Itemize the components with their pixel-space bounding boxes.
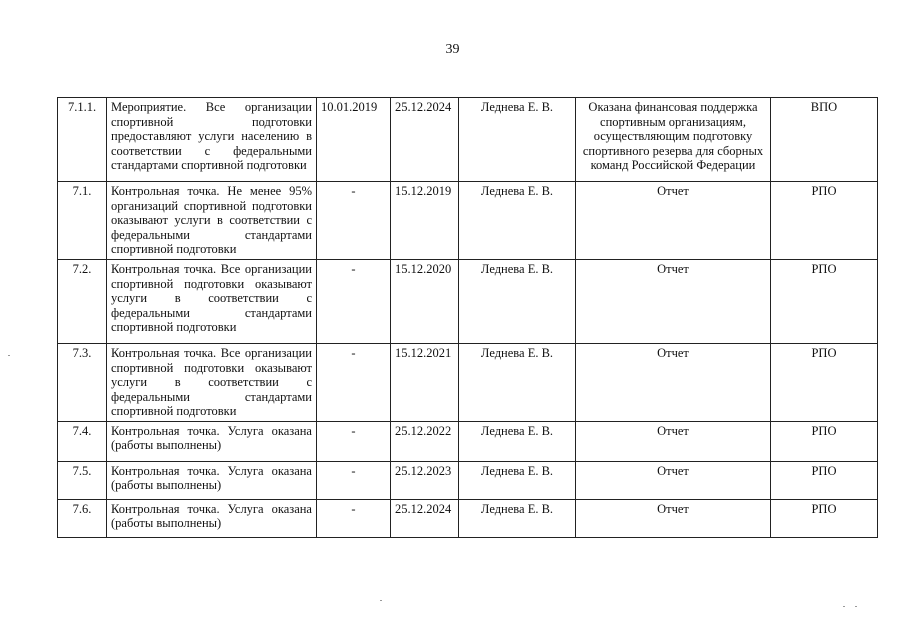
row-number: 7.1.1. xyxy=(58,98,107,182)
row-start-date: - xyxy=(317,499,391,537)
row-end-date: 25.12.2023 xyxy=(391,461,459,499)
scan-speck xyxy=(855,606,857,607)
row-responsible: Леднева Е. В. xyxy=(459,421,576,461)
row-responsible: Леднева Е. В. xyxy=(459,499,576,537)
row-start-date: - xyxy=(317,421,391,461)
row-description: Контрольная точка. Услуга оказана (работы выполнены) xyxy=(107,499,317,537)
row-result: Отчет xyxy=(576,461,771,499)
row-result: Отчет xyxy=(576,344,771,422)
table-row xyxy=(58,461,878,499)
row-description: Контрольная точка. Все организации спортивной подготовки оказывают услуги в соответствии с федеральными стандартами спортивной подготовки xyxy=(107,260,317,344)
row-number: 7.5. xyxy=(58,461,107,499)
row-responsible: Леднева Е. В. xyxy=(459,182,576,260)
row-number: 7.1. xyxy=(58,182,107,260)
row-result: Оказана финансовая поддержка спортивным организациям, осуществляющим подготовку спортивного резерва для сборных команд Российской Федерации xyxy=(576,98,771,182)
row-end-date: 25.12.2022 xyxy=(391,421,459,461)
row-number: 7.3. xyxy=(58,344,107,422)
row-doc-type: РПО xyxy=(771,344,878,422)
table-row xyxy=(58,260,878,344)
table-row xyxy=(58,344,878,422)
row-result: Отчет xyxy=(576,499,771,537)
row-end-date: 25.12.2024 xyxy=(391,499,459,537)
row-responsible: Леднева Е. В. xyxy=(459,260,576,344)
row-doc-type: РПО xyxy=(771,461,878,499)
row-doc-type: РПО xyxy=(771,260,878,344)
row-start-date: 10.01.2019 xyxy=(317,98,391,182)
row-result: Отчет xyxy=(576,421,771,461)
row-result: Отчет xyxy=(576,182,771,260)
row-responsible: Леднева Е. В. xyxy=(459,344,576,422)
row-responsible: Леднева Е. В. xyxy=(459,98,576,182)
row-description: Контрольная точка. Все организации спортивной подготовки оказывают услуги в соответствии с федеральными стандартами спортивной подготовки xyxy=(107,344,317,422)
table-row xyxy=(58,98,878,182)
row-doc-type: РПО xyxy=(771,182,878,260)
table-row xyxy=(58,499,878,537)
row-doc-type: ВПО xyxy=(771,98,878,182)
row-end-date: 15.12.2020 xyxy=(391,260,459,344)
table-row xyxy=(58,182,878,260)
row-start-date: - xyxy=(317,182,391,260)
row-responsible: Леднева Е. В. xyxy=(459,461,576,499)
row-start-date: - xyxy=(317,344,391,422)
row-start-date: - xyxy=(317,461,391,499)
row-number: 7.4. xyxy=(58,421,107,461)
row-end-date: 25.12.2024 xyxy=(391,98,459,182)
row-doc-type: РПО xyxy=(771,421,878,461)
row-end-date: 15.12.2021 xyxy=(391,344,459,422)
row-result: Отчет xyxy=(576,260,771,344)
row-number: 7.2. xyxy=(58,260,107,344)
row-number: 7.6. xyxy=(58,499,107,537)
row-description: Контрольная точка. Услуга оказана (работы выполнены) xyxy=(107,461,317,499)
row-description: Мероприятие. Все организации спортивной подготовки предоставляют услуги населению в соответствии с федеральными стандартами спортивной подготовки xyxy=(107,98,317,182)
row-doc-type: РПО xyxy=(771,499,878,537)
row-end-date: 15.12.2019 xyxy=(391,182,459,260)
row-description: Контрольная точка. Не менее 95% организаций спортивной подготовки оказывают услуги в соответствии с федеральными стандартами спортивной подготовки xyxy=(107,182,317,260)
table-row xyxy=(58,421,878,461)
scan-speck xyxy=(843,606,845,607)
page-number: 39 xyxy=(445,42,460,57)
scan-speck xyxy=(8,355,10,356)
row-description: Контрольная точка. Услуга оказана (работы выполнены) xyxy=(107,421,317,461)
plan-table xyxy=(57,97,878,538)
scan-speck xyxy=(380,600,382,601)
row-start-date: - xyxy=(317,260,391,344)
